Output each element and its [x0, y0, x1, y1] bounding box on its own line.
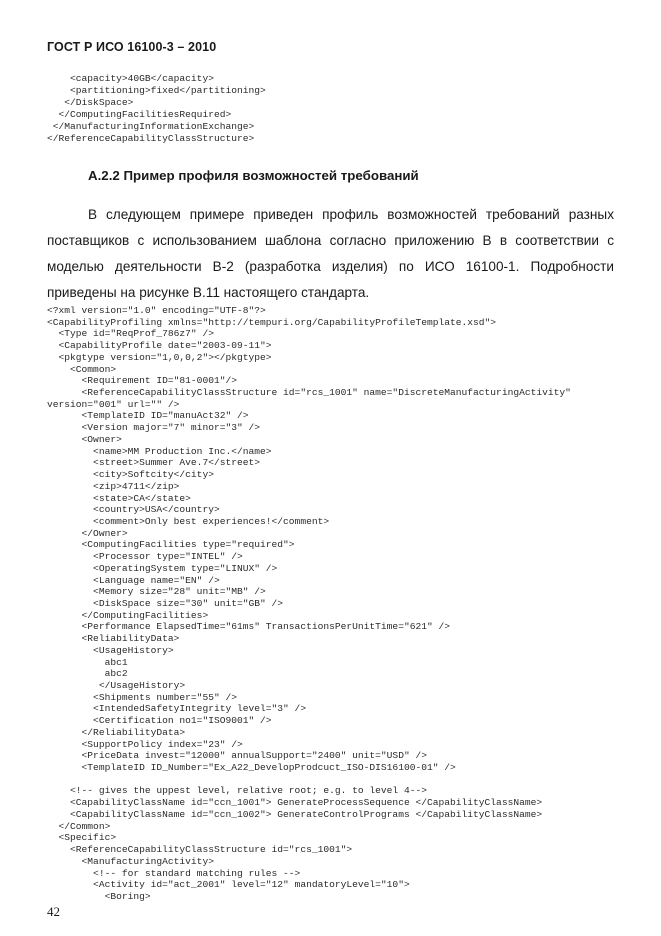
code-line: </ReferenceCapabilityClassStructure>	[47, 133, 255, 144]
code-line: <pkgtype version="1,0,0,2"></pkgtype>	[47, 351, 272, 363]
code-line: <ManufacturingActivity>	[47, 855, 214, 867]
code-line: <name>MM Production Inc.</name>	[47, 445, 272, 457]
code-line: <street>Summer Ave.7</street>	[47, 457, 261, 469]
code-line: <Specific>	[47, 832, 117, 844]
code-line: abc2	[47, 668, 128, 680]
code-line: <CapabilityProfiling xmlns="http://tempuri.org/CapabilityProfileTemplate.xsd">	[47, 316, 497, 328]
code-line: <ReliabilityData>	[47, 633, 180, 645]
code-line: <comment>Only best experiences!</comment>	[47, 515, 330, 527]
code-line: <DiskSpace size="30" unit="GB" />	[47, 597, 284, 609]
code-line: </Common>	[47, 820, 111, 832]
code-line: <TemplateID ID_Number="Ex_A22_DevelopProdcuct_ISO-DIS16100-01" />	[47, 762, 456, 774]
code-line: <Common>	[47, 363, 117, 375]
code-line: </ReliabilityData>	[47, 726, 186, 738]
code-line: <Certification no1="ISO9001" />	[47, 715, 272, 727]
code-line: <city>Softcity</city>	[47, 469, 214, 481]
code-line: abc1	[47, 656, 128, 668]
xml-code-block-main	[47, 305, 571, 903]
xml-code-block-top	[47, 73, 266, 145]
code-line: </Owner>	[47, 527, 128, 539]
code-line: <IntendedSafetyIntegrity level="3" />	[47, 703, 307, 715]
code-line: <Language name="EN" />	[47, 574, 220, 586]
code-line: <!-- gives the uppest level, relative root; e.g. to level 4-->	[47, 785, 427, 797]
code-line: <Type id="ReqProf_786z7" />	[47, 328, 214, 340]
code-line: </UsageHistory>	[47, 680, 186, 691]
code-line: <Boring>	[47, 890, 151, 902]
code-line: <Version major="7" minor="3" />	[47, 422, 261, 434]
code-line: </DiskSpace>	[47, 97, 134, 108]
section-title: A.2.2 Пример профиля возможностей требований	[88, 168, 419, 183]
page-number: 42	[47, 904, 60, 919]
code-line: </ComputingFacilitiesRequired>	[47, 109, 232, 120]
code-line: <Processor type="INTEL" />	[47, 551, 243, 563]
code-line: <OperatingSystem type="LINUX" />	[47, 562, 278, 574]
document-header: ГОСТ Р ИСО 16100-3 – 2010	[47, 40, 217, 54]
code-line: <Activity id="act_2001" level="12" mandatoryLevel="10">	[47, 879, 410, 891]
code-line: <PriceData invest="12000" annualSupport="2400" unit="USD" />	[47, 750, 427, 762]
code-line: <UsageHistory>	[47, 644, 174, 656]
code-line: <ComputingFacilities type="required">	[47, 539, 295, 551]
code-line: <country>USA</country>	[47, 504, 220, 516]
code-line: <CapabilityClassName id="ccn_1001"> GenerateProcessSequence </CapabilityClassName>	[47, 797, 543, 809]
code-line: <CapabilityProfile date="2003-09-11">	[47, 340, 272, 352]
code-line: <zip>4711</zip>	[47, 480, 180, 492]
code-line: <Requirement ID="81-0001"/>	[47, 375, 237, 387]
code-line: <state>CA</state>	[47, 492, 191, 504]
code-line: <TemplateID ID="manuAct32" />	[47, 410, 249, 422]
code-line: <Performance ElapsedTime="61ms" TransactionsPerUnitTime="621" />	[47, 621, 451, 633]
code-line: </ManufacturingInformationExchange>	[47, 121, 255, 132]
code-line: <Memory size="28" unit="MB" />	[47, 586, 266, 598]
code-line: <Shipments number="55" />	[47, 691, 237, 703]
code-line: <CapabilityClassName id="ccn_1002"> GenerateControlPrograms </CapabilityClassName>	[47, 808, 543, 820]
section-paragraph: В следующем примере приведен профиль возможностей требований разных поставщиков с использованием шаблона согласно приложению В в соответствии с моделью деятельности В-2 (разработка изделия) по ИСО 16100-1. Подробности приведены на рисунке В.11 настоящего стандарта.	[47, 207, 614, 300]
code-line: <capacity>40GB</capacity>	[47, 73, 214, 84]
code-line	[47, 774, 571, 786]
code-line: </ComputingFacilities>	[47, 609, 209, 621]
code-line: <ReferenceCapabilityClassStructure id="rcs_1001" name="DiscreteManufacturingActivity"	[47, 387, 571, 399]
code-line: <SupportPolicy index="23" />	[47, 738, 243, 750]
code-line: <partitioning>fixed</partitioning>	[47, 85, 266, 96]
code-line: version="001" url="" />	[47, 398, 180, 410]
code-line: <?xml version="1.0" encoding="UTF-8"?>	[47, 305, 266, 316]
code-line: <!-- for standard matching rules -->	[47, 867, 301, 879]
code-line: <ReferenceCapabilityClassStructure id="rcs_1001">	[47, 844, 353, 856]
code-line: <Owner>	[47, 433, 122, 445]
